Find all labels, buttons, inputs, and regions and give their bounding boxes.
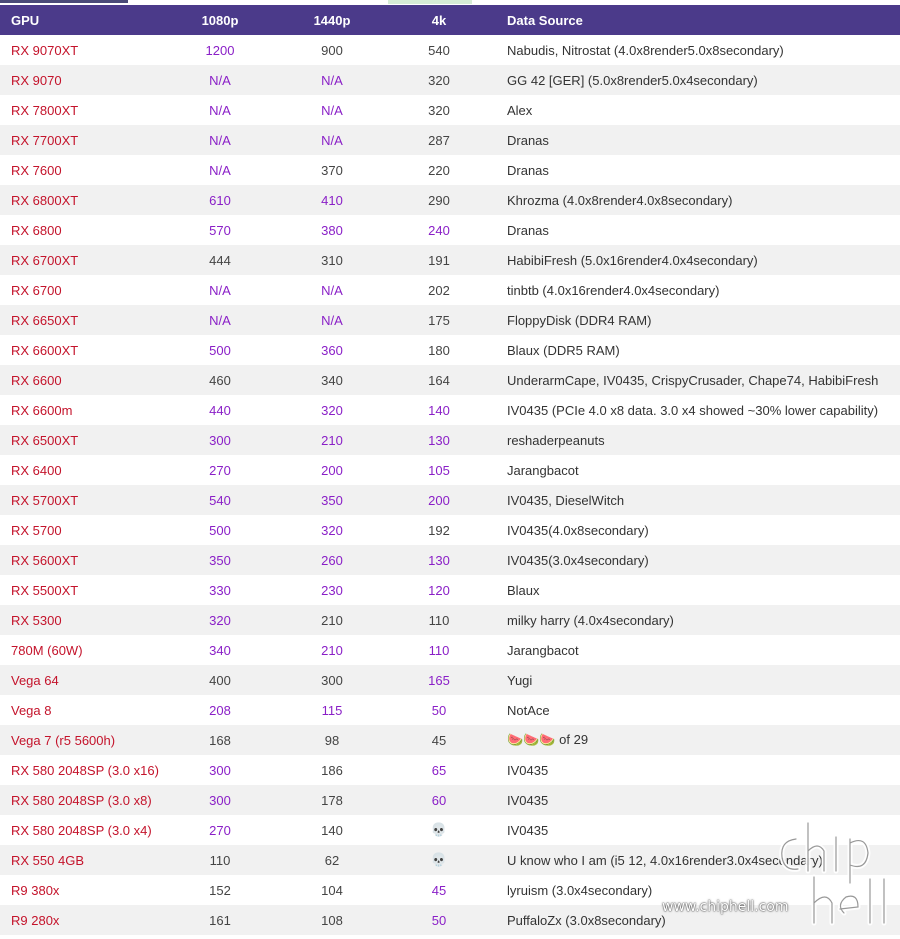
gpu-name-cell: RX 6600m — [0, 395, 160, 425]
value-1440p-cell: 200 — [280, 455, 384, 485]
data-source-cell: FloppyDisk (DDR4 RAM) — [494, 305, 900, 335]
data-source-cell: HabibiFresh (5.0x16render4.0x4secondary) — [494, 245, 900, 275]
gpu-performance-table — [0, 5, 900, 935]
value-4k-cell: 50 — [384, 905, 494, 935]
table-row — [0, 665, 900, 695]
value-1440p-cell: N/A — [280, 65, 384, 95]
value-1080p-cell: N/A — [160, 125, 280, 155]
data-source-cell: lyruism (3.0x4secondary) — [494, 875, 900, 905]
data-source-cell: IV0435 — [494, 785, 900, 815]
data-source-cell: Jarangbacot — [494, 635, 900, 665]
data-source-cell: Jarangbacot — [494, 455, 900, 485]
value-4k-cell: 105 — [384, 455, 494, 485]
value-1440p-cell: 370 — [280, 155, 384, 185]
table-row — [0, 335, 900, 365]
value-4k-cell: 200 — [384, 485, 494, 515]
gpu-name-cell: RX 6600 — [0, 365, 160, 395]
gpu-name-cell: RX 580 2048SP (3.0 x8) — [0, 785, 160, 815]
table-row — [0, 425, 900, 455]
data-source-cell: Blaux (DDR5 RAM) — [494, 335, 900, 365]
table-row — [0, 215, 900, 245]
value-1080p-cell: 460 — [160, 365, 280, 395]
value-1440p-cell: 300 — [280, 665, 384, 695]
value-1080p-cell: 400 — [160, 665, 280, 695]
value-1080p-cell: 300 — [160, 755, 280, 785]
value-1080p-cell: 440 — [160, 395, 280, 425]
data-source-cell: Dranas — [494, 215, 900, 245]
data-source-cell: reshaderpeanuts — [494, 425, 900, 455]
value-1080p-cell: 270 — [160, 815, 280, 845]
gpu-name-cell: RX 550 4GB — [0, 845, 160, 875]
gpu-name-cell: RX 9070XT — [0, 35, 160, 65]
data-source-cell: GG 42 [GER] (5.0x8render5.0x4secondary) — [494, 65, 900, 95]
gpu-name-cell: RX 7600 — [0, 155, 160, 185]
gpu-name-cell: RX 6800XT — [0, 185, 160, 215]
value-1440p-cell: 360 — [280, 335, 384, 365]
value-4k-cell: 175 — [384, 305, 494, 335]
value-1440p-cell: 62 — [280, 845, 384, 875]
value-4k-cell: 165 — [384, 665, 494, 695]
value-4k-cell: 65 — [384, 755, 494, 785]
value-4k-cell: 110 — [384, 605, 494, 635]
table-row — [0, 35, 900, 65]
data-source-cell: Dranas — [494, 125, 900, 155]
gpu-name-cell: RX 6400 — [0, 455, 160, 485]
table-row — [0, 155, 900, 185]
header-data-source[interactable]: Data Source — [494, 5, 900, 35]
value-4k-cell: 192 — [384, 515, 494, 545]
gpu-name-cell: RX 9070 — [0, 65, 160, 95]
value-1080p-cell: 570 — [160, 215, 280, 245]
gpu-name-cell: Vega 8 — [0, 695, 160, 725]
value-1440p-cell: 380 — [280, 215, 384, 245]
table-row — [0, 125, 900, 155]
table-row — [0, 185, 900, 215]
value-1080p-cell: 444 — [160, 245, 280, 275]
value-1080p-cell: 500 — [160, 335, 280, 365]
data-source-cell: IV0435 — [494, 815, 900, 845]
value-4k-cell: 540 — [384, 35, 494, 65]
value-1080p-cell: 320 — [160, 605, 280, 635]
value-1440p-cell: 98 — [280, 725, 384, 755]
gpu-name-cell: RX 5700 — [0, 515, 160, 545]
value-1080p-cell: 610 — [160, 185, 280, 215]
table-row — [0, 875, 900, 905]
selected-column-indicator — [388, 0, 472, 4]
value-1080p-cell: N/A — [160, 305, 280, 335]
data-source-cell: Blaux — [494, 575, 900, 605]
gpu-name-cell: RX 580 2048SP (3.0 x16) — [0, 755, 160, 785]
value-4k-cell: 45 — [384, 875, 494, 905]
gpu-name-cell: Vega 7 (r5 5600h) — [0, 725, 160, 755]
value-1440p-cell: 210 — [280, 635, 384, 665]
value-1440p-cell: 350 — [280, 485, 384, 515]
data-source-cell: NotAce — [494, 695, 900, 725]
table-header-row — [0, 5, 900, 35]
value-1440p-cell: 115 — [280, 695, 384, 725]
data-source-cell: Nabudis, Nitrostat (4.0x8render5.0x8secondary) — [494, 35, 900, 65]
gpu-name-cell: RX 6650XT — [0, 305, 160, 335]
data-source-cell: tinbtb (4.0x16render4.0x4secondary) — [494, 275, 900, 305]
gpu-name-cell: RX 580 2048SP (3.0 x4) — [0, 815, 160, 845]
value-1080p-cell: 1200 — [160, 35, 280, 65]
value-4k-cell: 💀 — [384, 845, 494, 875]
header-4k[interactable]: 4k — [384, 5, 494, 35]
value-1440p-cell: 108 — [280, 905, 384, 935]
value-4k-cell: 202 — [384, 275, 494, 305]
data-source-cell: Dranas — [494, 155, 900, 185]
value-1080p-cell: 300 — [160, 785, 280, 815]
table-row — [0, 755, 900, 785]
gpu-name-cell: RX 6700XT — [0, 245, 160, 275]
gpu-name-cell: RX 6600XT — [0, 335, 160, 365]
value-1080p-cell: 300 — [160, 425, 280, 455]
value-4k-cell: 50 — [384, 695, 494, 725]
data-source-cell: PuffaloZx (3.0x8secondary) — [494, 905, 900, 935]
value-4k-cell: 287 — [384, 125, 494, 155]
gpu-name-cell: RX 6700 — [0, 275, 160, 305]
data-source-cell: milky harry (4.0x4secondary) — [494, 605, 900, 635]
table-row — [0, 605, 900, 635]
table-row — [0, 365, 900, 395]
value-4k-cell: 220 — [384, 155, 494, 185]
gpu-name-cell: RX 5700XT — [0, 485, 160, 515]
value-4k-cell: 120 — [384, 575, 494, 605]
value-1080p-cell: 540 — [160, 485, 280, 515]
value-1440p-cell: 210 — [280, 605, 384, 635]
value-1080p-cell: 270 — [160, 455, 280, 485]
value-1080p-cell: N/A — [160, 155, 280, 185]
table-row — [0, 575, 900, 605]
value-1440p-cell: N/A — [280, 275, 384, 305]
table-row — [0, 95, 900, 125]
value-1440p-cell: 260 — [280, 545, 384, 575]
table-row — [0, 695, 900, 725]
table-row — [0, 515, 900, 545]
value-1080p-cell: N/A — [160, 65, 280, 95]
value-1080p-cell: 500 — [160, 515, 280, 545]
gpu-name-cell: RX 6500XT — [0, 425, 160, 455]
value-1080p-cell: 350 — [160, 545, 280, 575]
gpu-name-cell: RX 5300 — [0, 605, 160, 635]
value-1440p-cell: N/A — [280, 125, 384, 155]
header-1080p[interactable]: 1080p — [160, 5, 280, 35]
value-1080p-cell: 168 — [160, 725, 280, 755]
value-1440p-cell: 210 — [280, 425, 384, 455]
data-source-cell: IV0435, DieselWitch — [494, 485, 900, 515]
table-row — [0, 635, 900, 665]
value-1440p-cell: 320 — [280, 515, 384, 545]
data-source-cell: Yugi — [494, 665, 900, 695]
value-4k-cell: 60 — [384, 785, 494, 815]
value-1440p-cell: N/A — [280, 305, 384, 335]
gpu-name-cell: RX 7800XT — [0, 95, 160, 125]
value-4k-cell: 💀 — [384, 815, 494, 845]
data-source-cell: IV0435(4.0x8secondary) — [494, 515, 900, 545]
gpu-name-cell: RX 7700XT — [0, 125, 160, 155]
value-1080p-cell: 330 — [160, 575, 280, 605]
value-4k-cell: 130 — [384, 545, 494, 575]
value-4k-cell: 191 — [384, 245, 494, 275]
gpu-name-cell: Vega 64 — [0, 665, 160, 695]
header-1440p[interactable]: 1440p — [280, 5, 384, 35]
table-row — [0, 485, 900, 515]
value-4k-cell: 45 — [384, 725, 494, 755]
value-1440p-cell: 140 — [280, 815, 384, 845]
gpu-name-cell: R9 280x — [0, 905, 160, 935]
value-1080p-cell: 161 — [160, 905, 280, 935]
table-row — [0, 905, 900, 935]
value-4k-cell: 240 — [384, 215, 494, 245]
value-4k-cell: 140 — [384, 395, 494, 425]
gpu-name-cell: RX 5600XT — [0, 545, 160, 575]
value-1440p-cell: 186 — [280, 755, 384, 785]
value-1080p-cell: 110 — [160, 845, 280, 875]
data-source-cell: IV0435 — [494, 755, 900, 785]
gpu-name-cell: RX 6800 — [0, 215, 160, 245]
value-1440p-cell: 340 — [280, 365, 384, 395]
data-source-cell: IV0435(3.0x4secondary) — [494, 545, 900, 575]
table-row — [0, 275, 900, 305]
data-source-cell: 🍉🍉🍉 of 29 — [494, 725, 900, 755]
value-1080p-cell: 208 — [160, 695, 280, 725]
table-row — [0, 545, 900, 575]
value-1080p-cell: N/A — [160, 95, 280, 125]
table-row — [0, 395, 900, 425]
value-4k-cell: 164 — [384, 365, 494, 395]
table-row — [0, 725, 900, 755]
value-1440p-cell: 310 — [280, 245, 384, 275]
table-row — [0, 815, 900, 845]
value-4k-cell: 180 — [384, 335, 494, 365]
table-row — [0, 455, 900, 485]
table-row — [0, 305, 900, 335]
value-4k-cell: 290 — [384, 185, 494, 215]
value-4k-cell: 110 — [384, 635, 494, 665]
value-1440p-cell: 900 — [280, 35, 384, 65]
value-4k-cell: 130 — [384, 425, 494, 455]
value-1080p-cell: 340 — [160, 635, 280, 665]
value-1440p-cell: 104 — [280, 875, 384, 905]
value-1080p-cell: 152 — [160, 875, 280, 905]
data-source-cell: U know who I am (i5 12, 4.0x16render3.0x4secondary) — [494, 845, 900, 875]
gpu-name-cell: 780M (60W) — [0, 635, 160, 665]
watermark-text: www.chiphell.com — [662, 899, 789, 915]
value-1440p-cell: 320 — [280, 395, 384, 425]
value-1080p-cell: N/A — [160, 275, 280, 305]
gpu-name-cell: RX 5500XT — [0, 575, 160, 605]
value-4k-cell: 320 — [384, 95, 494, 125]
value-1440p-cell: 410 — [280, 185, 384, 215]
header-gpu[interactable]: GPU — [0, 5, 160, 35]
data-source-cell: Khrozma (4.0x8render4.0x8secondary) — [494, 185, 900, 215]
value-4k-cell: 320 — [384, 65, 494, 95]
table-row — [0, 245, 900, 275]
data-source-cell: IV0435 (PCIe 4.0 x8 data. 3.0 x4 showed ~30% lower capability) — [494, 395, 900, 425]
value-1440p-cell: 230 — [280, 575, 384, 605]
table-row — [0, 65, 900, 95]
value-1440p-cell: N/A — [280, 95, 384, 125]
data-source-cell: UnderarmCape, IV0435, CrispyCrusader, Chape74, HabibiFresh — [494, 365, 900, 395]
active-tab-indicator — [0, 0, 128, 3]
table-row — [0, 785, 900, 815]
table-row — [0, 845, 900, 875]
data-source-cell: Alex — [494, 95, 900, 125]
gpu-name-cell: R9 380x — [0, 875, 160, 905]
value-1440p-cell: 178 — [280, 785, 384, 815]
